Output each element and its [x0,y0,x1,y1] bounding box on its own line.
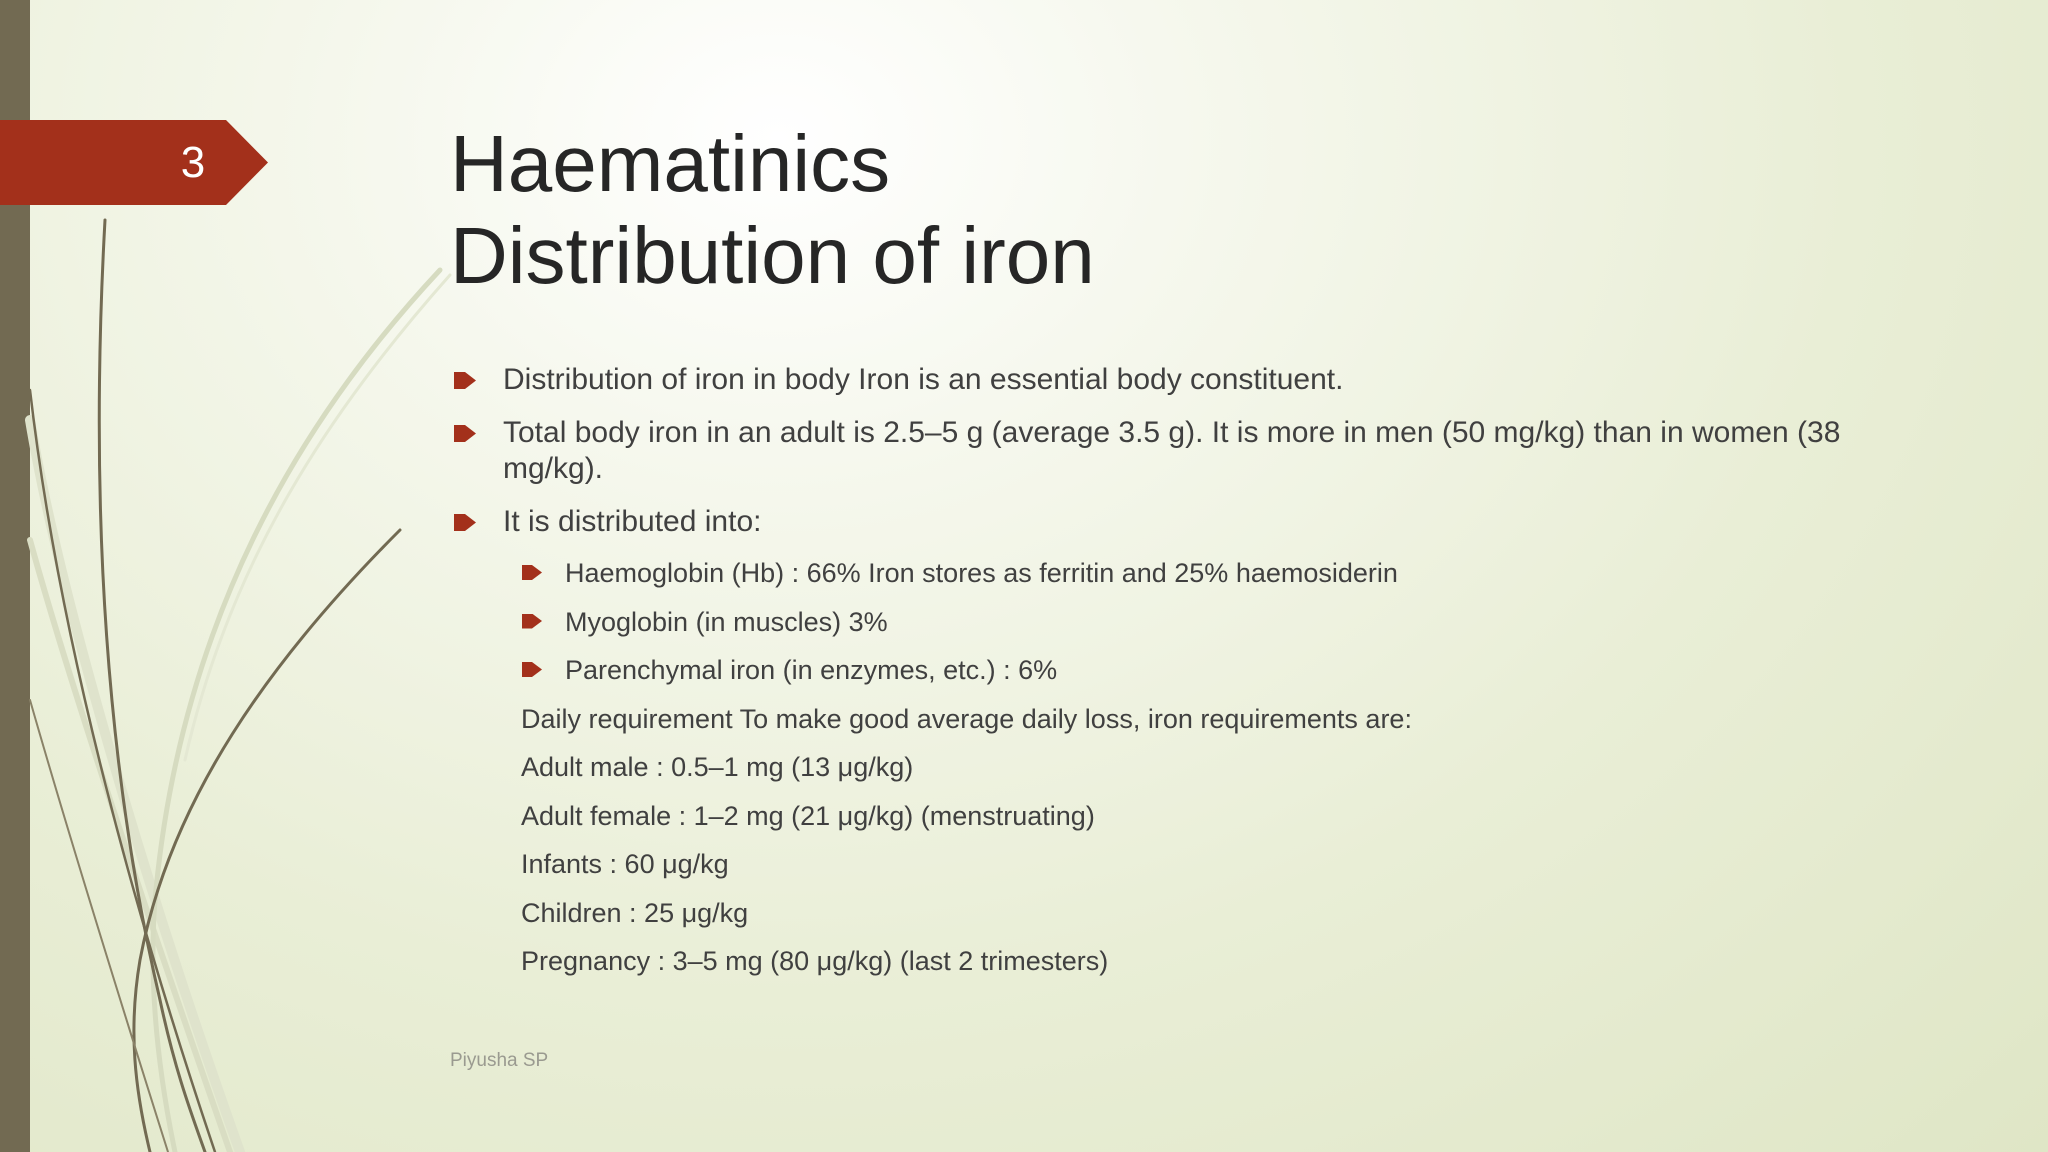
sub-bullet-text: Haemoglobin (Hb) : 66% Iron stores as ferritin and 25% haemosiderin [565,558,1398,588]
arrow-bullet-icon [522,662,542,677]
title-line-2: Distribution of iron [450,211,1095,300]
bullet-text: Total body iron in an adult is 2.5–5 g (average 3.5 g). It is more in men (50 mg/kg) than in women (38 mg/kg). [503,416,1841,485]
requirement-line: Pregnancy : 3–5 mg (80 μg/kg) (last 2 trimesters) [521,946,1109,976]
arrow-bullet-icon [454,425,476,442]
requirement-line: Children : 25 μg/kg [521,897,749,928]
bullet-text: It is distributed into: [503,505,762,538]
sub-bullet-text: Myoglobin (in muscles) 3% [565,606,888,637]
sub-bullet-item [450,606,1920,638]
arrow-bullet-icon [522,614,542,629]
requirement-line: Adult male : 0.5–1 mg (13 μg/kg) [521,752,914,782]
sub-bullet-item [450,654,1920,686]
bullet-item [450,504,1920,540]
arrow-bullet-icon [522,565,542,580]
sub-bullet-item [450,557,1920,589]
requirement-line: Infants : 60 μg/kg [521,849,729,879]
bullet-item [450,415,1920,487]
bullet-text: Distribution of iron in body Iron is an essential body constituent. [503,363,1344,396]
arrow-bullet-icon [454,514,476,531]
slide-body [450,362,1920,994]
requirement-line: Daily requirement To make good average daily loss, iron requirements are: [521,703,1412,734]
sub-bullet-text: Parenchymal iron (in enzymes, etc.) : 6% [565,655,1058,685]
slide-number: 3 [180,138,206,187]
requirement-line: Adult female : 1–2 mg (21 μg/kg) (menstruating) [521,800,1095,831]
slide-footer: Piyusha SP [450,1050,549,1071]
title-line-1: Haematinics [450,119,891,208]
arrow-bullet-icon [454,372,476,389]
bullet-item [450,362,1920,398]
slide-title [450,118,1950,302]
